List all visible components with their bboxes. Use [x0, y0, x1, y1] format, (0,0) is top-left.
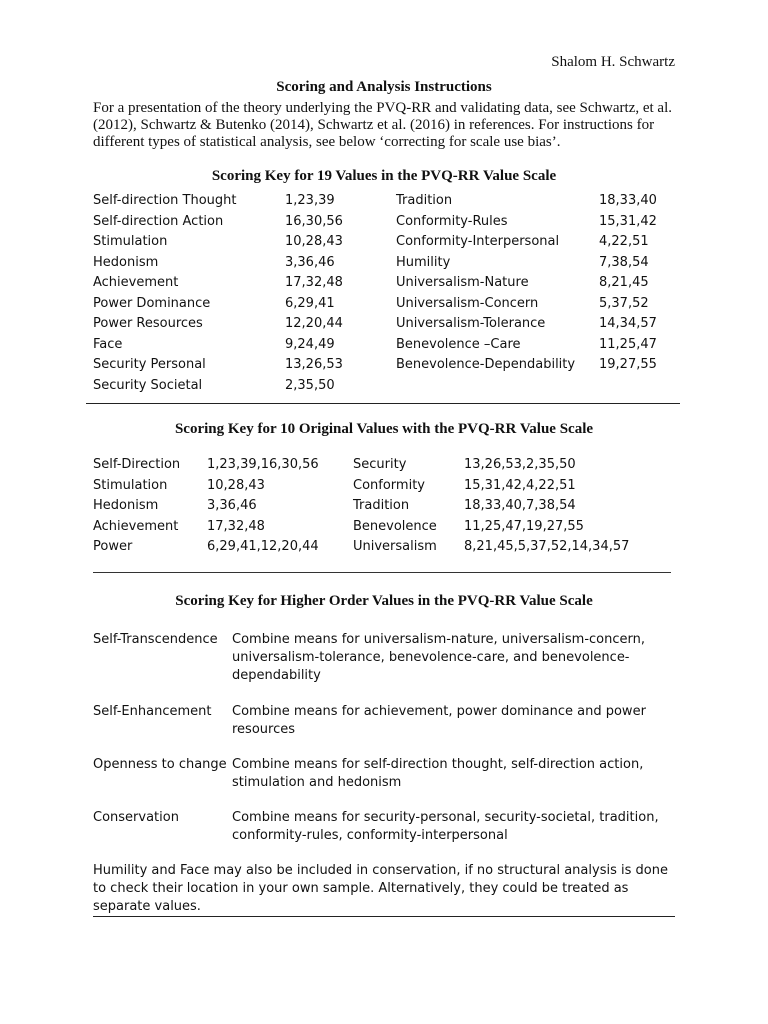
- key19-item-numbers: 6,29,41: [285, 295, 335, 311]
- key10-item-numbers: 1,23,39,16,30,56: [207, 457, 319, 472]
- higher-row-label: Conservation: [93, 810, 179, 825]
- key10-value-name: Achievement: [93, 518, 179, 534]
- higher-row-label: Self-Transcendence: [93, 632, 218, 647]
- key19-title: Scoring Key for 19 Values in the PVQ-RR Value Scale: [211, 168, 557, 184]
- key19-item-numbers: 18,33,40: [599, 193, 657, 208]
- key19-item-numbers: 8,21,45: [599, 275, 649, 290]
- divider: [93, 916, 675, 917]
- key19-value-name: Universalism-Tolerance: [396, 316, 546, 331]
- key19-value-name: Benevolence-Dependability: [396, 357, 576, 372]
- key19-value-name: Power Resources: [93, 316, 203, 331]
- key19-item-numbers: 4,22,51: [599, 234, 649, 249]
- key10-item-numbers: 18,33,40,7,38,54: [464, 498, 576, 513]
- key19-item-numbers: 19,27,55: [599, 357, 657, 372]
- key19-item-numbers: 1,23,39: [285, 193, 335, 208]
- key19-item-numbers: 5,37,52: [599, 295, 649, 311]
- key19-value-name: Conformity-Rules: [396, 213, 508, 229]
- note-paragraph: Humility and Face may also be included in conservation, if no structural analysis is done to check their location in your own sample. Alternatively, they could be treated as separate values.: [93, 863, 668, 914]
- key10-value-name: Self-Direction: [93, 457, 181, 472]
- page-title: Scoring and Analysis Instructions: [276, 79, 492, 95]
- key10-value-name: Benevolence: [353, 518, 437, 534]
- key19-value-name: Humility: [396, 254, 451, 270]
- key19-value-name: Conformity-Interpersonal: [396, 234, 560, 249]
- key10-item-numbers: 10,28,43: [207, 477, 265, 493]
- key19-item-numbers: 17,32,48: [285, 275, 343, 290]
- key19-value-name: Hedonism: [93, 254, 159, 270]
- higher-row-label: Openness to change: [93, 757, 227, 772]
- key19-item-numbers: 3,36,46: [285, 254, 335, 270]
- key19-value-name: Achievement: [93, 275, 179, 290]
- key19-item-numbers: 12,20,44: [285, 316, 343, 331]
- key10-value-name: Conformity: [353, 477, 425, 493]
- key10-item-numbers: 15,31,42,4,22,51: [464, 477, 576, 493]
- key10-item-numbers: 3,36,46: [207, 498, 257, 513]
- key19-item-numbers: 7,38,54: [599, 254, 649, 270]
- higher-row-description: Combine means for universalism-nature, universalism-concern, universalism-tolerance, benevolence-care, and benevolence-dependability: [232, 632, 645, 683]
- key10-item-numbers: 11,25,47,19,27,55: [464, 518, 584, 534]
- key10-item-numbers: 17,32,48: [207, 518, 265, 534]
- higher-title: Scoring Key for Higher Order Values in the PVQ-RR Value Scale: [175, 593, 593, 609]
- key19-item-numbers: 11,25,47: [599, 336, 657, 352]
- key10-value-name: Tradition: [353, 498, 410, 513]
- higher-row-label: Self-Enhancement: [93, 704, 212, 719]
- key19-value-name: Tradition: [396, 193, 453, 208]
- key19-value-name: Face: [93, 336, 123, 352]
- author-name: Shalom H. Schwartz: [551, 54, 675, 70]
- key19-value-name: Universalism-Nature: [396, 275, 529, 290]
- key10-item-numbers: 6,29,41,12,20,44: [207, 539, 319, 554]
- intro-paragraph: For a presentation of the theory underlying the PVQ-RR and validating data, see Schwartz, et al. (2012), Schwartz & Butenko (2014), Schwartz et al. (2016) in references. For instructions for different types of statistical analysis, see below ‘correcting for scale use bias’.: [93, 100, 673, 150]
- key19-value-name: Power Dominance: [93, 295, 211, 311]
- key19-item-numbers: 2,35,50: [285, 377, 335, 393]
- key19-value-name: Benevolence –Care: [396, 336, 521, 352]
- higher-row-description: Combine means for security-personal, security-societal, tradition, conformity-rules, conformity-interpersonal: [232, 810, 659, 843]
- key19-item-numbers: 14,34,57: [599, 316, 657, 331]
- key10-value-name: Power: [93, 539, 133, 554]
- key19-value-name: Stimulation: [93, 234, 168, 249]
- higher-row-description: Combine means for self-direction thought, self-direction action, stimulation and hedonism: [232, 757, 644, 790]
- key10-value-name: Stimulation: [93, 477, 168, 493]
- key19-value-name: Universalism-Concern: [396, 295, 539, 311]
- key19-item-numbers: 13,26,53: [285, 357, 343, 372]
- key10-item-numbers: 8,21,45,5,37,52,14,34,57: [464, 539, 630, 554]
- key19-value-name: Security Personal: [93, 357, 206, 372]
- key19-value-name: Self-direction Thought: [93, 193, 237, 208]
- key10-value-name: Universalism: [353, 539, 437, 554]
- key19-value-name: Security Societal: [93, 377, 203, 393]
- higher-row-description: Combine means for achievement, power dominance and power resources: [232, 704, 646, 737]
- key10-value-name: Hedonism: [93, 498, 159, 513]
- key19-item-numbers: 9,24,49: [285, 336, 335, 352]
- key10-item-numbers: 13,26,53,2,35,50: [464, 457, 576, 472]
- key19-item-numbers: 10,28,43: [285, 234, 343, 249]
- key10-title: Scoring Key for 10 Original Values with the PVQ-RR Value Scale: [174, 421, 594, 437]
- key19-value-name: Self-direction Action: [93, 213, 224, 229]
- divider: [86, 403, 680, 404]
- divider: [93, 572, 671, 573]
- key10-value-name: Security: [353, 457, 407, 472]
- key19-item-numbers: 16,30,56: [285, 213, 343, 229]
- key19-item-numbers: 15,31,42: [599, 213, 657, 229]
